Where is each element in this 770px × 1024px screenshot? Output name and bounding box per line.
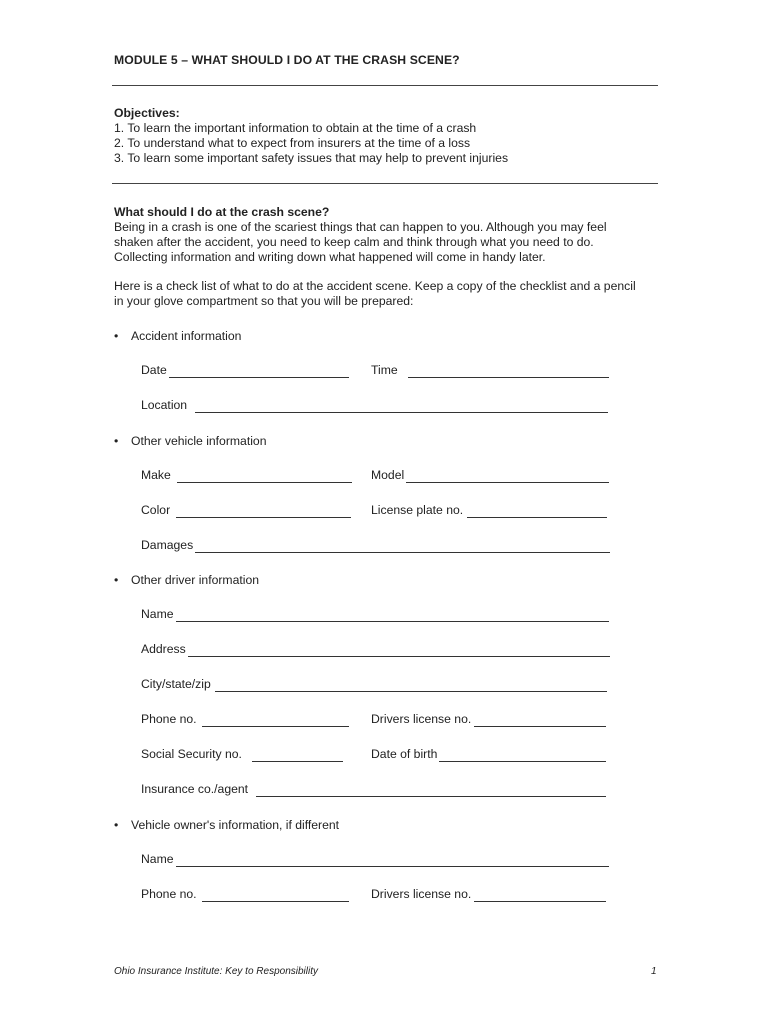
- owner-phone-blank[interactable]: [202, 889, 349, 902]
- driver-license-blank[interactable]: [474, 714, 606, 727]
- make-label: Make: [141, 468, 171, 482]
- owner-license-label: Drivers license no.: [371, 887, 472, 901]
- license-plate-field[interactable]: [371, 502, 607, 518]
- location-blank[interactable]: [195, 400, 608, 413]
- date-blank[interactable]: [169, 365, 349, 378]
- divider-middle: [112, 183, 658, 184]
- ssn-blank[interactable]: [252, 749, 343, 762]
- time-label: Time: [371, 363, 398, 377]
- intro-paragraph-line: shaken after the accident, you need to keep calm and think through what you need to do.: [114, 235, 594, 249]
- vehicle-info-label: Other vehicle information: [131, 434, 267, 448]
- bullet-icon: •: [114, 329, 119, 343]
- time-field[interactable]: [371, 362, 609, 378]
- dob-blank[interactable]: [439, 749, 606, 762]
- ssn-label: Social Security no.: [141, 747, 242, 761]
- driver-phone-blank[interactable]: [202, 714, 349, 727]
- divider-top: [112, 85, 658, 86]
- city-state-zip-blank[interactable]: [215, 679, 607, 692]
- owner-phone-field[interactable]: [141, 886, 349, 902]
- city-state-zip-field[interactable]: [141, 676, 607, 692]
- make-blank[interactable]: [177, 470, 352, 483]
- owner-name-blank[interactable]: [176, 854, 609, 867]
- license-plate-label: License plate no.: [371, 503, 464, 517]
- objective-item: 1. To learn the important information to obtain at the time of a crash: [114, 121, 477, 135]
- intro-paragraph-line: Being in a crash is one of the scariest things that can happen to you. Although you may feel: [114, 220, 607, 234]
- address-label: Address: [141, 642, 186, 656]
- color-field[interactable]: [141, 502, 351, 518]
- date-field[interactable]: [141, 362, 349, 378]
- dob-field[interactable]: [371, 746, 606, 762]
- insurance-blank[interactable]: [256, 784, 606, 797]
- insurance-label: Insurance co./agent: [141, 782, 249, 796]
- damages-label: Damages: [141, 538, 194, 552]
- driver-name-field[interactable]: [141, 606, 609, 622]
- driver-license-field[interactable]: [371, 711, 606, 727]
- model-field[interactable]: [371, 467, 609, 483]
- page-title: MODULE 5 – WHAT SHOULD I DO AT THE CRASH SCENE?: [114, 53, 460, 67]
- footer-text: Ohio Insurance Institute: Key to Responsibility: [114, 966, 318, 977]
- bullet-icon: •: [114, 434, 119, 448]
- location-field[interactable]: [141, 397, 608, 413]
- location-label: Location: [141, 398, 188, 412]
- driver-info-label: Other driver information: [131, 573, 260, 587]
- owner-name-label: Name: [141, 852, 174, 866]
- dob-label: Date of birth: [371, 747, 438, 761]
- intro-paragraph-line: Collecting information and writing down what happened will come in handy later.: [114, 250, 546, 264]
- color-label: Color: [141, 503, 171, 517]
- model-label: Model: [371, 468, 405, 482]
- checklist-paragraph-line: Here is a check list of what to do at the accident scene. Keep a copy of the checklist and a pencil: [114, 279, 636, 293]
- objectives-heading: Objectives:: [114, 106, 180, 120]
- objective-item: 3. To learn some important safety issues that may help to prevent injuries: [114, 151, 509, 165]
- owner-license-field[interactable]: [371, 886, 606, 902]
- driver-phone-field[interactable]: [141, 711, 349, 727]
- model-blank[interactable]: [406, 470, 609, 483]
- bullet-icon: •: [114, 573, 119, 587]
- city-state-zip-label: City/state/zip: [141, 677, 211, 691]
- driver-name-blank[interactable]: [176, 609, 609, 622]
- damages-blank[interactable]: [195, 540, 610, 553]
- date-label: Date: [141, 363, 167, 377]
- owner-license-blank[interactable]: [474, 889, 606, 902]
- address-field[interactable]: [141, 641, 610, 657]
- color-blank[interactable]: [176, 505, 351, 518]
- driver-license-label: Drivers license no.: [371, 712, 472, 726]
- page-number: 1: [651, 966, 657, 977]
- checklist-paragraph-line: in your glove compartment so that you will be prepared:: [114, 294, 414, 308]
- license-plate-blank[interactable]: [467, 505, 607, 518]
- owner-phone-label: Phone no.: [141, 887, 197, 901]
- bullet-icon: •: [114, 818, 119, 832]
- driver-name-label: Name: [141, 607, 174, 621]
- time-blank[interactable]: [408, 365, 609, 378]
- owner-info-label: Vehicle owner's information, if different: [131, 818, 340, 832]
- address-blank[interactable]: [188, 644, 610, 657]
- accident-info-label: Accident information: [131, 329, 242, 343]
- driver-phone-label: Phone no.: [141, 712, 197, 726]
- owner-name-field[interactable]: [141, 851, 609, 867]
- make-field[interactable]: [141, 467, 352, 483]
- insurance-field[interactable]: [141, 781, 606, 797]
- objective-item: 2. To understand what to expect from insurers at the time of a loss: [114, 136, 471, 150]
- damages-field[interactable]: [141, 537, 610, 553]
- section-heading: What should I do at the crash scene?: [114, 205, 330, 219]
- ssn-field[interactable]: [141, 746, 343, 762]
